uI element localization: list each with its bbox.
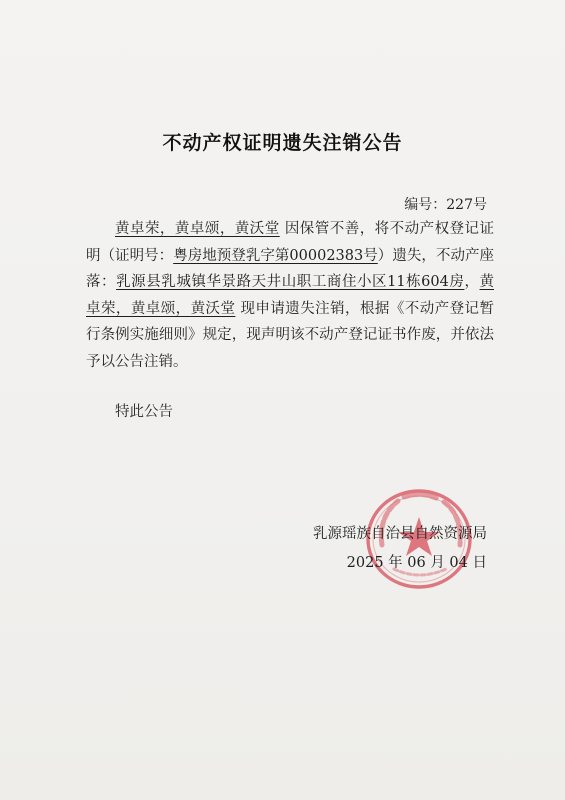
body-text-segment: ）遗失，不动产座落： bbox=[86, 247, 495, 291]
closing-remark: 特此公告 bbox=[115, 404, 173, 420]
notice-paragraph bbox=[86, 216, 494, 376]
document-number: 编号：227号 bbox=[404, 197, 487, 213]
body-text-segment: 现申请遗失注销，根据《不动产登记暂行条例实施细则》规定，现声明该不动产登记证书作废，并依法予以公告注销。 bbox=[86, 300, 495, 370]
issuing-authority: 乳源瑶族自治县自然资源局 bbox=[313, 526, 487, 542]
seal-arc-lettering bbox=[404, 494, 438, 499]
notice-body bbox=[86, 216, 494, 376]
page-title: 不动产权证明遗失注销公告 bbox=[162, 132, 403, 154]
issue-date: 2025 年 06 月 04 日 bbox=[346, 555, 487, 571]
body-text-segment: 因保管不善，将不动产权登记证明（证明号： bbox=[86, 221, 495, 264]
certificate-number: 粤房地预登乳字第00002383号 bbox=[173, 247, 378, 264]
body-text-segment: ， bbox=[464, 274, 480, 291]
property-location: 乳源县乳城镇华景路天井山职工商住小区11栋604房 bbox=[116, 274, 465, 291]
owner-names: 黄卓荣，黄卓颂，黄沃堂 bbox=[115, 221, 280, 237]
owner-names-repeat: 黄卓荣，黄卓颂，黄沃堂 bbox=[86, 274, 495, 317]
